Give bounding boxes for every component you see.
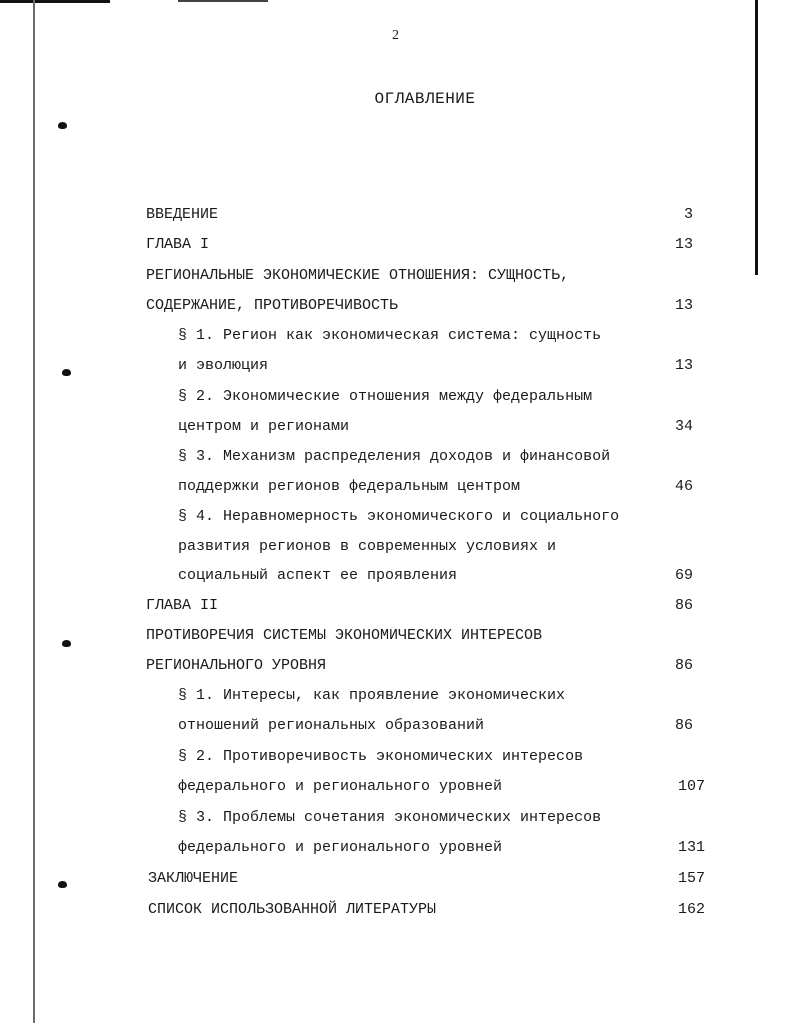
toc-entry-text: социальный аспект ее проявления bbox=[178, 567, 458, 584]
toc-entry-text: ГЛАВА II bbox=[146, 597, 219, 614]
toc-entry-text: и эволюция bbox=[178, 357, 269, 374]
toc-entry-page: 34 bbox=[674, 418, 693, 435]
toc-entry-text: § 2. Противоречивость экономических интересов bbox=[178, 748, 584, 765]
toc-entry-page: 3 bbox=[683, 206, 693, 223]
scan-artifact-top-bar bbox=[0, 0, 110, 3]
toc-entry-text: § 2. Экономические отношения между федеральным bbox=[178, 388, 593, 405]
toc-entry-text: § 3. Механизм распределения доходов и финансовой bbox=[178, 448, 611, 465]
toc-entry-page: 86 bbox=[674, 657, 693, 674]
toc-entry-page: 157 bbox=[677, 870, 705, 887]
toc-entry-page: 162 bbox=[677, 901, 705, 918]
toc-entry-text: РЕГИОНАЛЬНОГО УРОВНЯ bbox=[146, 657, 327, 674]
toc-entry-page: 13 bbox=[674, 357, 693, 374]
toc-entry-text: РЕГИОНАЛЬНЫЕ ЭКОНОМИЧЕСКИЕ ОТНОШЕНИЯ: СУЩНОСТЬ, bbox=[146, 267, 570, 284]
toc-entry-page: 86 bbox=[674, 717, 693, 734]
page-title: ОГЛАВЛЕНИЕ bbox=[374, 90, 476, 108]
toc-entry-text: § 4. Неравномерность экономического и социального bbox=[178, 508, 620, 525]
toc-entry-text: федерального и регионального уровней bbox=[178, 839, 503, 856]
toc-entry-text: ВВЕДЕНИЕ bbox=[146, 206, 219, 223]
scan-artifact-left-edge bbox=[33, 0, 35, 1023]
toc-entry-text: федерального и регионального уровней bbox=[178, 778, 503, 795]
toc-entry-text: поддержки регионов федеральным центром bbox=[178, 478, 521, 495]
toc-entry-page: 46 bbox=[674, 478, 693, 495]
toc-entry-text: отношений региональных образований bbox=[178, 717, 485, 734]
toc-entry-page: 86 bbox=[674, 597, 693, 614]
toc-entry-page: 13 bbox=[674, 236, 693, 253]
toc-entry-text: развития регионов в современных условиях и bbox=[178, 538, 557, 555]
toc-entry-page: 131 bbox=[677, 839, 705, 856]
binding-hole-mark bbox=[62, 640, 71, 647]
toc-entry-text: центром и регионами bbox=[178, 418, 350, 435]
toc-entry-page: 13 bbox=[674, 297, 693, 314]
binding-hole-mark bbox=[62, 369, 71, 376]
toc-entry-text: СПИСОК ИСПОЛЬЗОВАННОЙ ЛИТЕРАТУРЫ bbox=[148, 901, 437, 918]
toc-entry-text: § 1. Регион как экономическая система: сущность bbox=[178, 327, 602, 344]
binding-hole-mark bbox=[58, 881, 67, 888]
toc-entry-text: § 3. Проблемы сочетания экономических интересов bbox=[178, 809, 602, 826]
scan-artifact-top-bar bbox=[178, 0, 268, 2]
toc-entry-text: ЗАКЛЮЧЕНИЕ bbox=[148, 870, 239, 887]
toc-entry-page: 107 bbox=[677, 778, 705, 795]
page-number: 2 bbox=[392, 28, 399, 43]
toc-entry-text: § 1. Интересы, как проявление экономических bbox=[178, 687, 566, 704]
toc-entry-page: 69 bbox=[674, 567, 693, 584]
toc-entry-text: ГЛАВА I bbox=[146, 236, 210, 253]
toc-entry-text: ПРОТИВОРЕЧИЯ СИСТЕМЫ ЭКОНОМИЧЕСКИХ ИНТЕРЕСОВ bbox=[146, 627, 543, 644]
toc-entry-text: СОДЕРЖАНИЕ, ПРОТИВОРЕЧИВОСТЬ bbox=[146, 297, 399, 314]
binding-hole-mark bbox=[58, 122, 67, 129]
